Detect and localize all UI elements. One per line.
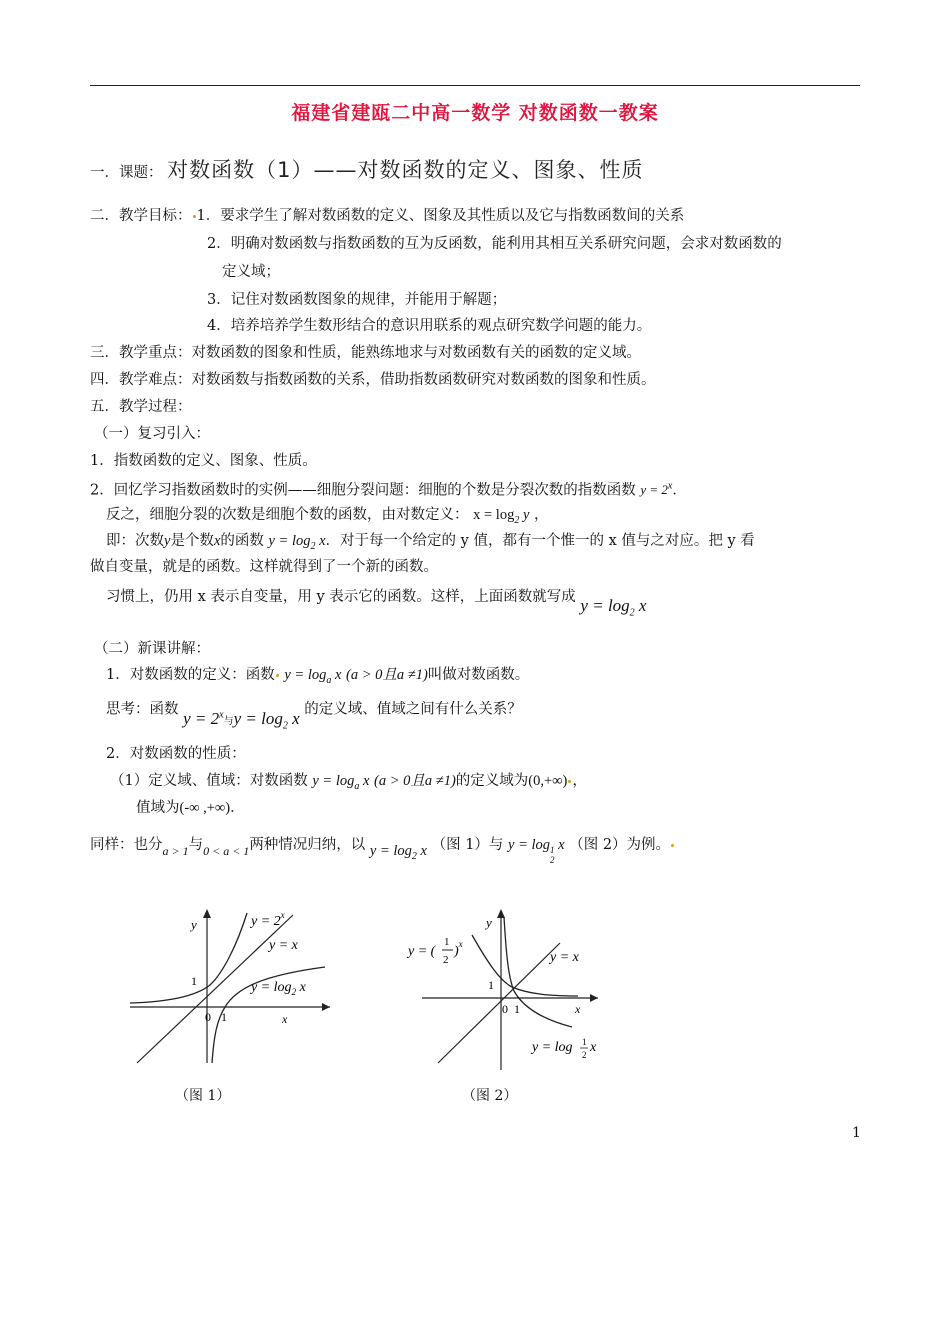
formula-log2-sub: 2 (310, 540, 316, 552)
formula-log-inverse-var: y (519, 507, 530, 523)
topic-line (90, 160, 643, 183)
review-line-3-end: ， (534, 507, 549, 523)
formula-log2-final (580, 596, 647, 619)
formula-loga-var: x (331, 667, 342, 683)
formula-exp (640, 482, 672, 497)
fig2-y-label: y (486, 915, 492, 930)
fig2-one-y: 1 (488, 978, 494, 992)
goal-2: 2．明确对数函数与指数函数的互为反函数，能利用其相互关系研究问题，会求对数函数的 (207, 236, 782, 252)
fig2-log-sub-den: 2 (582, 1050, 587, 1060)
review-line-6-text: 习惯上，仍用 x 表示自变量，用 y 表示它的函数。这样，上面函数就写成 (106, 589, 576, 605)
fig1-exp-curve (130, 913, 247, 1003)
fig2-log-var: x (590, 1040, 597, 1055)
difficulties: 四．教学难点：对数函数与指数函数的关系，借助指数函数研究对数函数的图象和性质。 (90, 372, 656, 388)
formula-fig2 (508, 837, 565, 865)
fig2-x-label: x (575, 1002, 581, 1016)
similar-text-b: 两种情况归纳，以 (249, 837, 366, 853)
mark-dot (568, 780, 571, 783)
fig2-exp-label-b (453, 939, 463, 959)
fig2-y-arrow (497, 909, 505, 918)
think-question: 的定义域、值域之间有什么关系？ (304, 701, 522, 718)
formula-loga-base: y = log (284, 667, 327, 683)
formula-think-exp: y = 2 (183, 708, 220, 728)
property-1-range (136, 798, 245, 818)
goal-4: 4．培养培养学生数形结合的意识用联系的观点研究数学问题的能力。 (207, 318, 652, 334)
fig1-log-sub: 2 (291, 987, 297, 997)
review-line-4-a: 即：次数 (106, 533, 164, 549)
property-1-end: ， (572, 773, 587, 789)
fig2-exp-close: ) (454, 944, 459, 959)
goals-label: 二．教学目标： (90, 208, 192, 224)
case-a-gt-1: a > 1 (162, 844, 189, 858)
fig2-exp-num: 1 (444, 936, 450, 948)
fig1-log-var: x (296, 980, 306, 995)
fig2-identity-label: y = x (550, 950, 579, 965)
goal-line-1 (90, 206, 684, 226)
formula-think-var: x (287, 708, 300, 728)
mark-dot (671, 844, 674, 847)
fig2-log-sub-num: 1 (582, 1037, 587, 1047)
formula-think (183, 708, 300, 732)
var-y: y (164, 533, 171, 549)
fig1-caption: （图 1） (175, 1088, 231, 1104)
definition-end: 叫做对数函数。 (427, 667, 530, 683)
formula-fig2-base: y = log (508, 837, 551, 853)
formula-loga (284, 667, 342, 686)
review-line-4-d: ．对于每一个给定的 y 值，都有一个惟一的 x 值与之对应。把 y 看 (325, 533, 755, 549)
topic-text: 对数函数（1）——对数函数的定义、图象、性质 (167, 158, 644, 182)
formula-log2-final-base: y = log (580, 596, 630, 615)
property-1 (110, 771, 587, 797)
figure-1 (125, 905, 335, 1065)
fig2-log-label: y = log (532, 1040, 573, 1055)
fig2-exp-den: 2 (443, 954, 449, 966)
condition-2: (a > 0且a ≠1) (374, 773, 456, 789)
property-1-mid: 的定义域为 (455, 773, 529, 789)
range-end: ． (230, 800, 245, 816)
formula-loga-sub: a (326, 674, 332, 686)
fig1-one-x: 1 (221, 1010, 227, 1024)
document-title: 福建省建瓯二中高一数学 对数函数一教案 (291, 102, 659, 124)
mark-dot (193, 215, 196, 218)
formula-loga-2 (312, 773, 370, 792)
property-heading: 2．对数函数的性质： (106, 746, 246, 762)
formula-fig2-den: 2 (550, 855, 555, 865)
fig2-one-x: 1 (514, 1002, 520, 1016)
similar-fig1: （图 1）与 (431, 837, 504, 853)
formula-think-and: 与 (223, 715, 234, 727)
review-line-2 (90, 477, 687, 500)
definition-text: 1．对数函数的定义：函数 (106, 667, 275, 683)
formula-log-inverse-sub: 2 (514, 514, 520, 526)
formula-fig1 (369, 843, 427, 862)
review-line-2-end: ． (672, 482, 687, 499)
range-value: (-∞ ,+∞) (179, 800, 231, 816)
formula-loga-2-sub: a (354, 780, 360, 792)
fig2-origin: 0 (502, 1002, 508, 1016)
fig1-log-base: y = log (251, 980, 292, 995)
think-text: 思考：函数 (106, 701, 179, 718)
similar-line (90, 835, 675, 865)
similar-text-a: 同样：也分 (90, 837, 163, 853)
fig1-origin: 0 (205, 1010, 211, 1024)
formula-exp-base: y = 2 (640, 482, 668, 498)
similar-fig2: （图 2）为例。 (569, 837, 671, 853)
formula-log2-final-sub: 2 (629, 607, 635, 619)
fig2-exp-sup: x (458, 939, 463, 949)
formula-fig1-sub: 2 (411, 850, 417, 862)
fig2-caption: （图 2） (462, 1088, 518, 1104)
mark-dot (276, 674, 279, 677)
review-line-5: 做自变量，就是的函数。这样就得到了一个新的函数。 (90, 559, 438, 575)
review-line-4-c: 的函数 (220, 533, 264, 549)
formula-fig1-var: x (416, 843, 427, 859)
topic-label: 一．课题： (90, 165, 163, 181)
formula-fig2-var: x (554, 837, 565, 853)
similar-and: 与 (188, 837, 204, 853)
fig1-x-label: x (282, 1012, 288, 1026)
formula-fig2-num: 1 (550, 845, 555, 855)
case-a-lt-1: 0 < a < 1 (203, 844, 250, 858)
formula-think-sup: x (219, 709, 224, 720)
new-heading: （二）新课讲解： (94, 641, 210, 657)
range-text: 值域为 (136, 800, 180, 816)
fig1-x-arrow (322, 1003, 330, 1011)
formula-log2-base: y = log (268, 533, 311, 549)
figure-2 (400, 905, 610, 1075)
key-points: 三．教学重点：对数函数的图象和性质，能熟练地求与对数函数有关的函数的定义域。 (90, 345, 641, 361)
review-line-3 (106, 505, 549, 531)
process-heading: 五．教学过程： (90, 399, 192, 415)
fig1-exp-base: y = 2 (251, 914, 281, 929)
page-number: 1 (852, 1125, 861, 1141)
fig1-exp-sup: x (280, 910, 285, 920)
header-rule (90, 85, 860, 86)
formula-loga-2-var: x (359, 773, 370, 789)
property-1-text: （1）定义域、值域：对数函数 (110, 773, 308, 789)
review-line-4 (106, 531, 755, 557)
fig1-one-y: 1 (191, 974, 197, 988)
review-line-4-b: 是个数 (170, 533, 214, 549)
fig1-identity-label: y = x (269, 938, 298, 953)
fig1-y-label: y (191, 917, 197, 932)
review-line-6 (106, 586, 647, 619)
formula-log2 (268, 533, 326, 552)
goal-2-cont: 定义域； (222, 264, 280, 280)
fig1-exp-label (249, 910, 285, 929)
fig1-log-label (249, 980, 307, 997)
fig1-y-arrow (203, 909, 211, 918)
condition: (a > 0且a ≠1) (346, 667, 428, 683)
think-line (106, 695, 522, 732)
var-x: x (213, 533, 221, 549)
domain-value: (0,+∞) (528, 773, 568, 789)
formula-log-inverse-base: x = log (473, 507, 515, 523)
formula-exp-sup: x (667, 481, 673, 492)
review-line-2-text: 2．回忆学习指数函数时的实例——细胞分裂问题：细胞的个数是分裂次数的指数函数 (90, 482, 636, 499)
formula-think-log: y = log (233, 708, 283, 728)
review-heading: （一）复习引入： (94, 426, 210, 442)
formula-log-inverse (473, 507, 530, 526)
formula-loga-2-base: y = log (312, 773, 355, 789)
review-line-3-text: 反之，细胞分裂的次数是细胞个数的函数，由对数定义： (106, 507, 469, 523)
goal-3: 3．记住对数函数图象的规律，并能用于解题； (207, 292, 507, 308)
formula-log2-final-var: x (634, 596, 647, 615)
formula-think-sub: 2 (282, 720, 288, 732)
goal-1: 1．要求学生了解对数函数的定义、图象及其性质以及它与指数函数间的关系 (196, 208, 685, 224)
formula-log2-var: x (315, 533, 326, 549)
formula-fig1-base: y = log (369, 843, 412, 859)
fig2-x-arrow (590, 994, 598, 1002)
fig2-exp-label-a: y = ( (408, 944, 436, 959)
definition-line (106, 665, 529, 691)
review-line-1: 1．指数函数的定义、图象、性质。 (90, 453, 317, 469)
